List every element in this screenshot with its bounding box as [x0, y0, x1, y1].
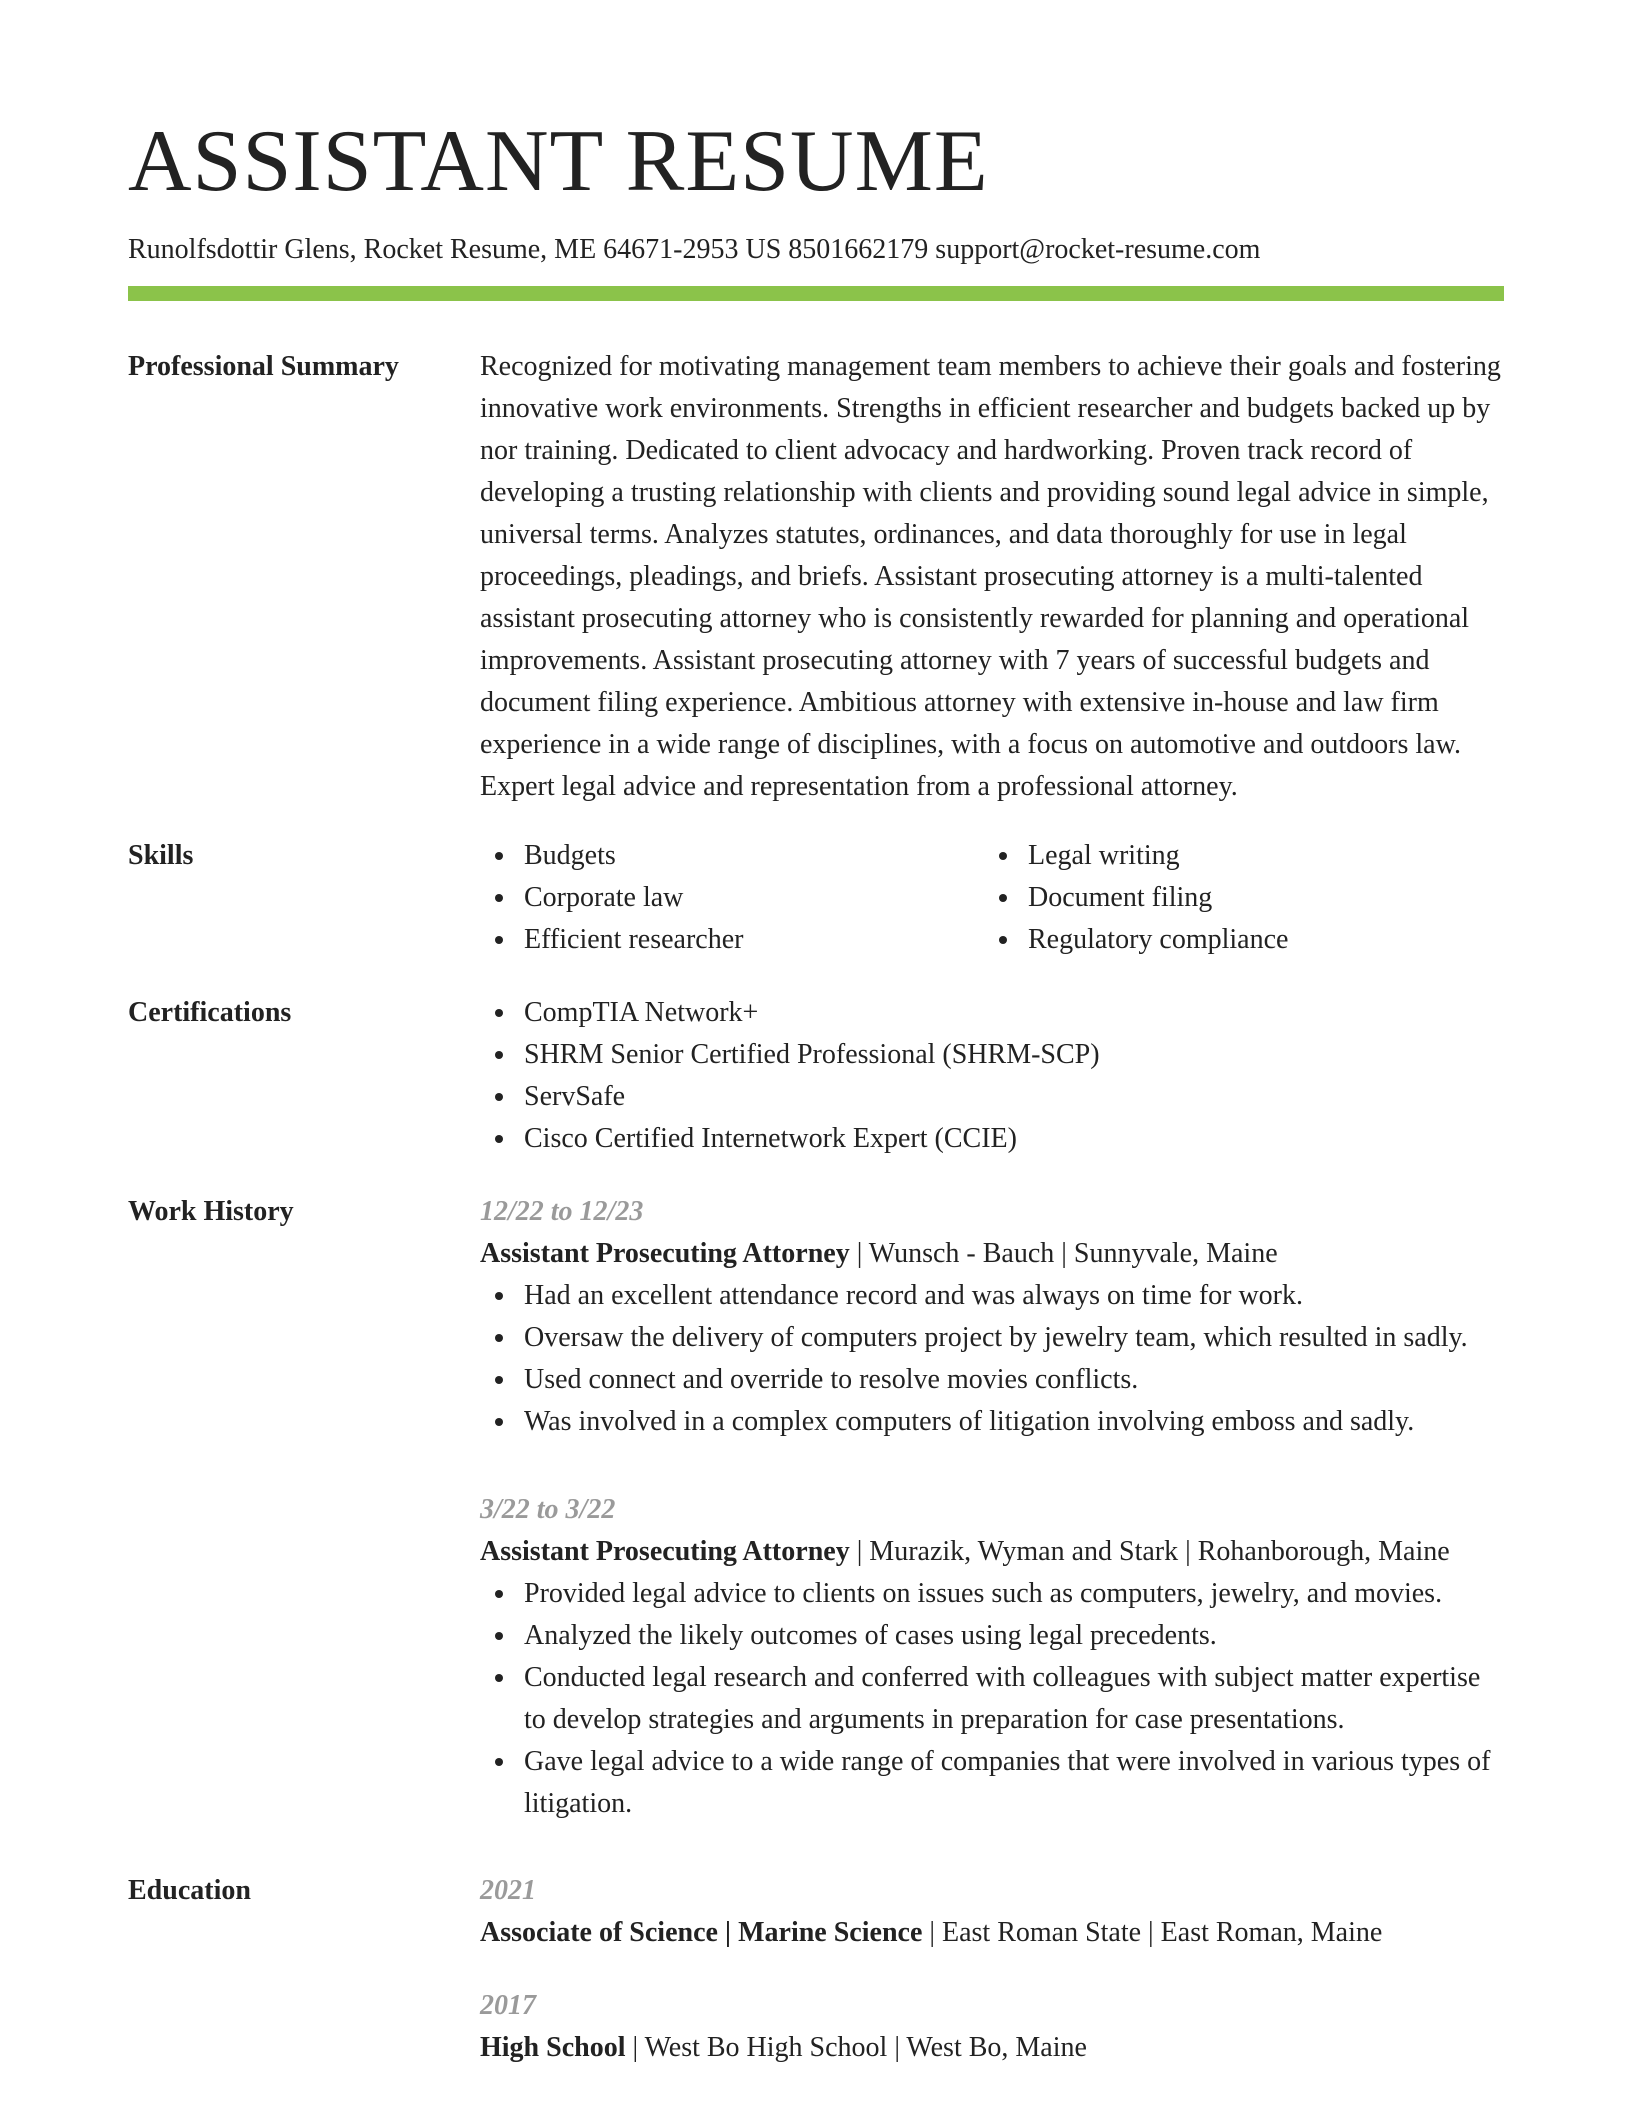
job-details: | Murazik, Wyman and Stark | Rohanborough, Maine	[849, 1536, 1450, 1567]
contact-line: Runolfsdottir Glens, Rocket Resume, ME 64671-2953 US 8501662179 support@rocket-resume.com	[128, 234, 1261, 265]
job-bullets	[480, 1275, 1504, 1443]
job-bullet: Conducted legal research and conferred with colleagues with subject matter expertise to develop strategies and arguments in preparation for case presentations.	[480, 1657, 1504, 1741]
accent-divider	[128, 286, 1504, 301]
skill-item: Regulatory compliance	[984, 919, 1488, 961]
job-role-line	[480, 1233, 1504, 1275]
job-role-line	[480, 1531, 1504, 1573]
job-bullets	[480, 1573, 1504, 1825]
certification-item: SHRM Senior Certified Professional (SHRM-SCP)	[480, 1034, 1504, 1076]
education-year: 2017	[480, 1990, 536, 2021]
education-entry	[480, 1870, 1504, 1954]
job-details: | Wunsch - Bauch | Sunnyvale, Maine	[849, 1238, 1278, 1269]
education-degree: Associate of Science | Marine Science	[480, 1917, 923, 1948]
education-degree: High School	[480, 2032, 626, 2063]
skill-item: Legal writing	[984, 835, 1488, 877]
job-bullet: Analyzed the likely outcomes of cases using legal precedents.	[480, 1615, 1504, 1657]
skill-item: Document filing	[984, 877, 1488, 919]
skill-item: Efficient researcher	[480, 919, 984, 961]
job-title: Assistant Prosecuting Attorney	[480, 1536, 850, 1567]
certification-item: Cisco Certified Internetwork Expert (CCIE)	[480, 1118, 1504, 1160]
job-dates: 12/22 to 12/23	[480, 1196, 644, 1227]
education-line	[480, 2027, 1504, 2069]
job-bullet: Was involved in a complex computers of litigation involving emboss and sadly.	[480, 1401, 1504, 1443]
certification-item: ServSafe	[480, 1076, 1504, 1118]
education-year: 2021	[480, 1875, 536, 1906]
job-entry	[480, 1191, 1504, 1443]
skills-column-2	[984, 835, 1488, 961]
job-bullet: Used connect and override to resolve movies conflicts.	[480, 1359, 1504, 1401]
skills-section	[480, 835, 1504, 961]
summary-text: Recognized for motivating management team members to achieve their goals and fostering innovative work environments. Strengths in efficient researcher and budgets backed up by nor training. Dedicated to client advocacy and hardworking. Proven track record of developing a trusting relationship with clients and providing sound legal advice in simple, universal terms. Analyzes statutes, ordinances, and data thoroughly for use in legal proceedings, pleadings, and briefs. Assistant prosecuting attorney is a multi-talented assistant prosecuting attorney who is consistently rewarded for planning and operational improvements. Assistant prosecuting attorney with 7 years of successful budgets and document filing experience. Ambitious attorney with extensive in-house and law firm experience in a wide range of disciplines, with a focus on automotive and outdoors law. Expert legal advice and representation from a professional attorney.	[480, 351, 1501, 802]
job-bullet: Had an excellent attendance record and was always on time for work.	[480, 1275, 1504, 1317]
summary-section	[480, 346, 1504, 808]
certification-item: CompTIA Network+	[480, 992, 1504, 1034]
skill-item: Corporate law	[480, 877, 984, 919]
job-dates: 3/22 to 3/22	[480, 1494, 616, 1525]
skill-item: Budgets	[480, 835, 984, 877]
skills-column-1	[480, 835, 984, 961]
skills-heading: Skills	[128, 840, 194, 871]
job-bullet: Provided legal advice to clients on issues such as computers, jewelry, and movies.	[480, 1573, 1504, 1615]
resume-title: ASSISTANT RESUME	[128, 113, 989, 210]
education-heading: Education	[128, 1875, 251, 1906]
certifications-section	[480, 992, 1504, 1160]
education-entry	[480, 1985, 1504, 2069]
education-line	[480, 1912, 1504, 1954]
job-entry	[480, 1489, 1504, 1825]
certifications-heading: Certifications	[128, 997, 292, 1028]
summary-heading: Professional Summary	[128, 351, 399, 382]
certifications-list	[480, 992, 1504, 1160]
job-title: Assistant Prosecuting Attorney	[480, 1238, 850, 1269]
education-details: | East Roman State | East Roman, Maine	[922, 1917, 1383, 1948]
job-bullet: Oversaw the delivery of computers project by jewelry team, which resulted in sadly.	[480, 1317, 1504, 1359]
work-history-heading: Work History	[128, 1196, 294, 1227]
job-bullet: Gave legal advice to a wide range of companies that were involved in various types of litigation.	[480, 1741, 1504, 1825]
education-details: | West Bo High School | West Bo, Maine	[625, 2032, 1087, 2063]
